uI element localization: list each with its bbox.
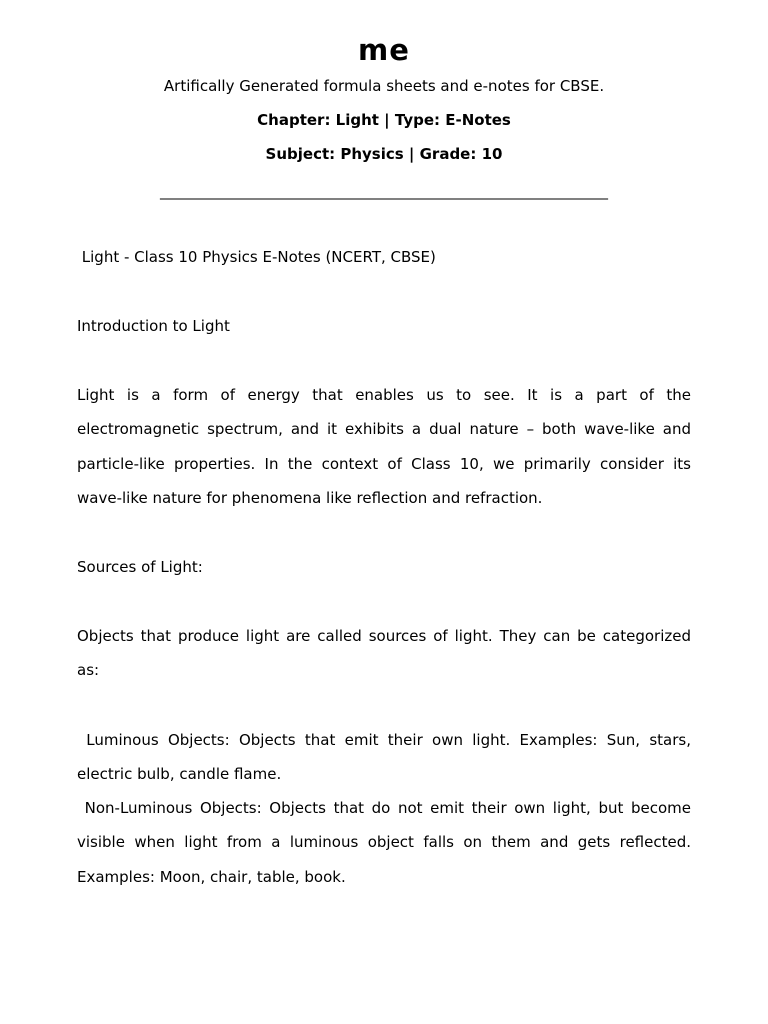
section-heading-sources: Sources of Light: — [77, 558, 203, 576]
paragraph-sources: Objects that produce light are called sources of light. They can be categorized as: — [77, 627, 691, 680]
tagline: Artifically Generated formula sheets and e-notes for CBSE. — [163, 77, 605, 95]
subject-line: Subject: Physics | Grade: 10 — [265, 145, 503, 163]
section-heading-introduction: Introduction to Light — [77, 317, 230, 335]
document-title: Light - Class 10 Physics E-Notes (NCERT, CBSE) — [77, 248, 436, 266]
header-divider: ________________________________________________________________ — [160, 184, 608, 200]
list-item-luminous: Luminous Objects: Objects that emit their own light. Examples: Sun, stars, electric bulb, candle flame. — [77, 731, 696, 784]
chapter-line: Chapter: Light | Type: E-Notes — [257, 111, 511, 129]
list-item-non-luminous: Non-Luminous Objects: Objects that do not emit their own light, but become visible when light from a luminous object falls on them and gets reflected. Examples: Moon, chair, table, book. — [77, 799, 696, 886]
paragraph-introduction: Light is a form of energy that enables us to see. It is a part of the electromagnetic spectrum, and it exhibits a dual nature – both wave-like and particle-like properties. In the context of Class 10, we primarily consider its wave-like nature for phenomena like reflection and refraction. — [77, 386, 691, 508]
brand-title: me — [358, 33, 410, 67]
